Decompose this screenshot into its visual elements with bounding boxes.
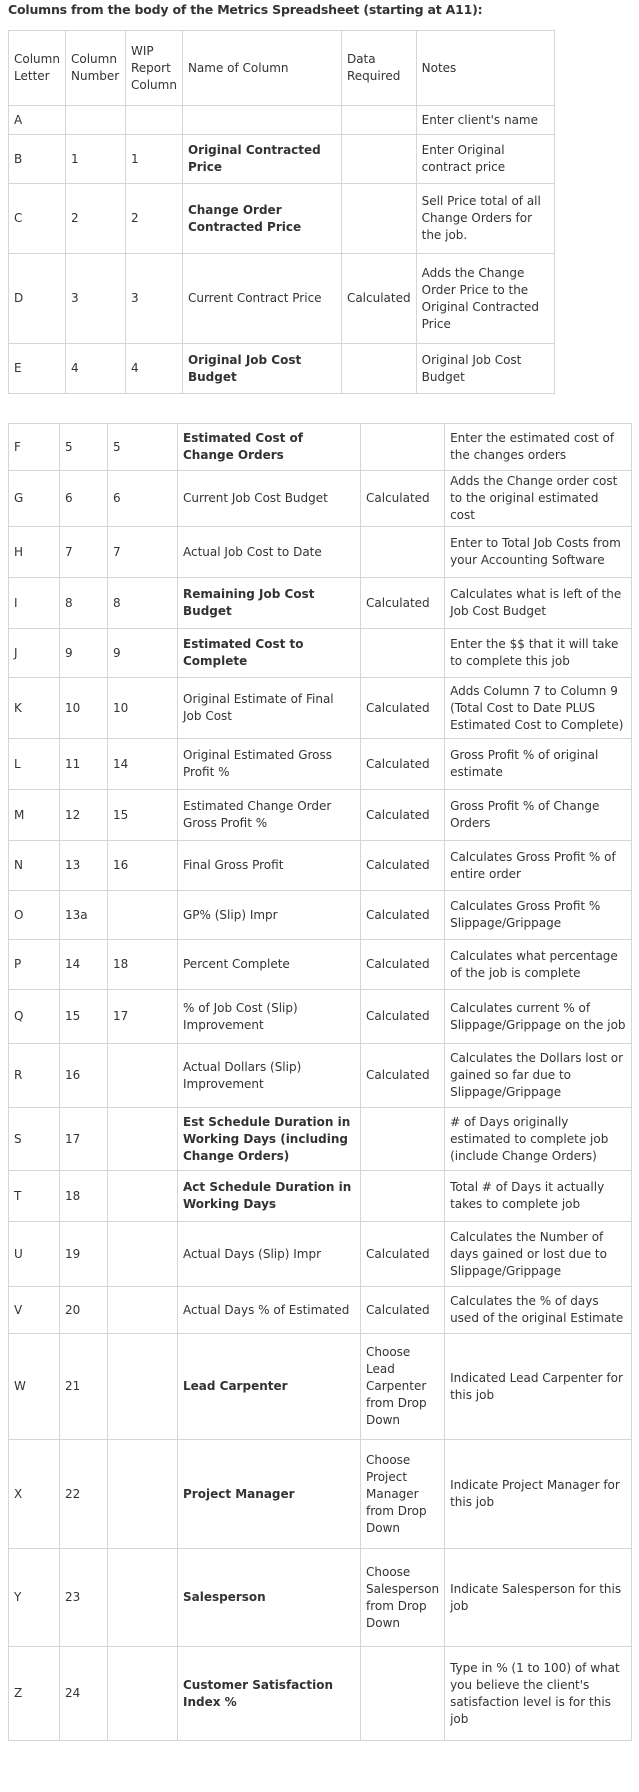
cell-column-name: Change Order Contracted Price	[182, 184, 341, 254]
cell-wip-column: 8	[108, 578, 178, 629]
cell-column-number: 15	[60, 990, 108, 1044]
table-row-i	[9, 578, 632, 629]
cell-column-number: 19	[60, 1222, 108, 1287]
cell-column-number: 16	[60, 1044, 108, 1108]
cell-notes: Calculates Gross Profit % of entire order	[445, 841, 632, 891]
table-row-c	[9, 184, 555, 254]
cell-data-required: Calculated	[361, 1287, 445, 1334]
cell-data-required: Calculated	[361, 1044, 445, 1108]
cell-data-required: Calculated	[361, 678, 445, 739]
cell-column-number: 11	[60, 739, 108, 790]
cell-data-required	[361, 424, 445, 471]
cell-wip-column	[108, 1287, 178, 1334]
cell-column-letter: K	[9, 678, 60, 739]
table-row-f	[9, 424, 632, 471]
table-row-q	[9, 990, 632, 1044]
table-row-v	[9, 1287, 632, 1334]
header-name-of-column: Name of Column	[182, 31, 341, 106]
cell-column-number: 14	[60, 940, 108, 990]
cell-notes: Calculates what percentage of the job is complete	[445, 940, 632, 990]
header-column-number: Column Number	[66, 31, 126, 106]
cell-column-number: 24	[60, 1647, 108, 1741]
cell-data-required	[361, 527, 445, 578]
header-wip-report-column: WIP Report Column	[126, 31, 183, 106]
cell-column-letter: L	[9, 739, 60, 790]
cell-data-required: Calculated	[361, 940, 445, 990]
cell-data-required	[361, 629, 445, 678]
cell-notes: Indicate Project Manager for this job	[445, 1440, 632, 1549]
cell-column-number: 23	[60, 1549, 108, 1647]
cell-wip-column	[108, 1549, 178, 1647]
table-row-t	[9, 1171, 632, 1222]
cell-data-required: Calculated	[361, 471, 445, 527]
cell-column-number	[66, 106, 126, 135]
cell-wip-column: 16	[108, 841, 178, 891]
cell-column-number: 22	[60, 1440, 108, 1549]
cell-notes: Calculates what is left of the Job Cost Budget	[445, 578, 632, 629]
cell-column-name: % of Job Cost (Slip) Improvement	[178, 990, 361, 1044]
cell-column-letter: A	[9, 106, 66, 135]
cell-wip-column: 6	[108, 471, 178, 527]
table-row-b	[9, 135, 555, 184]
cell-wip-column: 14	[108, 739, 178, 790]
cell-column-number: 12	[60, 790, 108, 841]
cell-notes: Adds the Change Order Price to the Original Contracted Price	[416, 254, 554, 344]
cell-wip-column	[108, 1440, 178, 1549]
table-header-row	[9, 31, 555, 106]
cell-column-number: 2	[66, 184, 126, 254]
cell-column-letter: F	[9, 424, 60, 471]
cell-notes: Enter the estimated cost of the changes orders	[445, 424, 632, 471]
cell-column-letter: H	[9, 527, 60, 578]
cell-column-letter: Q	[9, 990, 60, 1044]
header-data-required: Data Required	[341, 31, 416, 106]
table-row-l	[9, 739, 632, 790]
cell-column-letter: U	[9, 1222, 60, 1287]
cell-wip-column: 2	[126, 184, 183, 254]
table-row-x	[9, 1440, 632, 1549]
cell-column-name: Original Contracted Price	[182, 135, 341, 184]
cell-column-letter: O	[9, 891, 60, 940]
cell-notes: Gross Profit % of Change Orders	[445, 790, 632, 841]
table-row-s	[9, 1108, 632, 1171]
cell-column-name: Actual Dollars (Slip) Improvement	[178, 1044, 361, 1108]
cell-column-name: Original Estimated Gross Profit %	[178, 739, 361, 790]
cell-column-number: 5	[60, 424, 108, 471]
cell-column-number: 6	[60, 471, 108, 527]
table-row-h	[9, 527, 632, 578]
columns-table-f-to-z	[8, 423, 632, 1741]
cell-data-required	[341, 184, 416, 254]
cell-wip-column	[108, 1222, 178, 1287]
cell-column-name: Salesperson	[178, 1549, 361, 1647]
cell-data-required	[341, 106, 416, 135]
cell-column-name: Estimated Cost to Complete	[178, 629, 361, 678]
cell-column-number: 17	[60, 1108, 108, 1171]
cell-wip-column: 7	[108, 527, 178, 578]
cell-notes: Adds the Change order cost to the original estimated cost	[445, 471, 632, 527]
table-row-p	[9, 940, 632, 990]
cell-column-number: 20	[60, 1287, 108, 1334]
cell-column-letter: D	[9, 254, 66, 344]
cell-wip-column: 5	[108, 424, 178, 471]
cell-data-required	[341, 344, 416, 394]
table-row-e	[9, 344, 555, 394]
cell-data-required: Calculated	[361, 739, 445, 790]
cell-notes: Indicate Salesperson for this job	[445, 1549, 632, 1647]
cell-data-required	[341, 135, 416, 184]
cell-notes: Calculates the % of days used of the original Estimate	[445, 1287, 632, 1334]
cell-column-name: Original Job Cost Budget	[182, 344, 341, 394]
cell-column-letter: C	[9, 184, 66, 254]
cell-notes: Indicated Lead Carpenter for this job	[445, 1334, 632, 1440]
cell-column-name: Lead Carpenter	[178, 1334, 361, 1440]
cell-column-name: Actual Job Cost to Date	[178, 527, 361, 578]
table-row-n	[9, 841, 632, 891]
cell-column-letter: R	[9, 1044, 60, 1108]
cell-data-required	[361, 1108, 445, 1171]
cell-column-name: Percent Complete	[178, 940, 361, 990]
cell-column-number: 7	[60, 527, 108, 578]
table-row-o	[9, 891, 632, 940]
cell-data-required	[361, 1647, 445, 1741]
cell-data-required: Calculated	[361, 578, 445, 629]
cell-wip-column	[108, 1334, 178, 1440]
cell-notes: Original Job Cost Budget	[416, 344, 554, 394]
cell-column-letter: J	[9, 629, 60, 678]
cell-column-number: 3	[66, 254, 126, 344]
cell-column-letter: P	[9, 940, 60, 990]
cell-column-number: 1	[66, 135, 126, 184]
cell-data-required: Calculated	[361, 790, 445, 841]
cell-notes: Calculates the Number of days gained or lost due to Slippage/Grippage	[445, 1222, 632, 1287]
cell-wip-column	[108, 1108, 178, 1171]
cell-column-letter: X	[9, 1440, 60, 1549]
cell-column-letter: S	[9, 1108, 60, 1171]
cell-wip-column: 15	[108, 790, 178, 841]
cell-data-required	[361, 1171, 445, 1222]
cell-wip-column	[108, 891, 178, 940]
cell-wip-column: 10	[108, 678, 178, 739]
cell-column-name: GP% (Slip) Impr	[178, 891, 361, 940]
cell-data-required: Calculated	[361, 891, 445, 940]
cell-wip-column	[108, 1647, 178, 1741]
cell-notes: Adds Column 7 to Column 9 (Total Cost to Date PLUS Estimated Cost to Complete)	[445, 678, 632, 739]
table-row-a	[9, 106, 555, 135]
cell-column-name: Est Schedule Duration in Working Days (including Change Orders)	[178, 1108, 361, 1171]
cell-notes: # of Days originally estimated to complete job (include Change Orders)	[445, 1108, 632, 1171]
cell-column-letter: T	[9, 1171, 60, 1222]
page-heading: Columns from the body of the Metrics Spreadsheet (starting at A11):	[8, 2, 483, 17]
cell-column-number: 13a	[60, 891, 108, 940]
cell-notes: Gross Profit % of original estimate	[445, 739, 632, 790]
cell-column-number: 21	[60, 1334, 108, 1440]
cell-notes: Calculates current % of Slippage/Grippage on the job	[445, 990, 632, 1044]
table-row-z	[9, 1647, 632, 1741]
cell-column-number: 13	[60, 841, 108, 891]
cell-wip-column	[108, 1044, 178, 1108]
cell-data-required: Choose Project Manager from Drop Down	[361, 1440, 445, 1549]
cell-wip-column: 18	[108, 940, 178, 990]
cell-column-name: Project Manager	[178, 1440, 361, 1549]
cell-column-letter: N	[9, 841, 60, 891]
cell-notes: Total # of Days it actually takes to complete job	[445, 1171, 632, 1222]
cell-data-required: Calculated	[361, 841, 445, 891]
table-row-w	[9, 1334, 632, 1440]
cell-wip-column: 4	[126, 344, 183, 394]
cell-data-required: Choose Lead Carpenter from Drop Down	[361, 1334, 445, 1440]
cell-notes: Calculates Gross Profit % Slippage/Grippage	[445, 891, 632, 940]
cell-data-required: Calculated	[341, 254, 416, 344]
cell-column-name: Original Estimate of Final Job Cost	[178, 678, 361, 739]
header-notes: Notes	[416, 31, 554, 106]
cell-data-required: Calculated	[361, 990, 445, 1044]
cell-column-letter: Y	[9, 1549, 60, 1647]
cell-column-name: Customer Satisfaction Index %	[178, 1647, 361, 1741]
cell-column-letter: E	[9, 344, 66, 394]
cell-column-number: 18	[60, 1171, 108, 1222]
cell-column-letter: I	[9, 578, 60, 629]
table-row-r	[9, 1044, 632, 1108]
cell-column-name: Act Schedule Duration in Working Days	[178, 1171, 361, 1222]
cell-wip-column: 1	[126, 135, 183, 184]
table-row-m	[9, 790, 632, 841]
cell-column-name: Actual Days % of Estimated	[178, 1287, 361, 1334]
cell-notes: Enter client's name	[416, 106, 554, 135]
cell-notes: Enter Original contract price	[416, 135, 554, 184]
cell-column-number: 4	[66, 344, 126, 394]
cell-column-letter: W	[9, 1334, 60, 1440]
cell-column-number: 10	[60, 678, 108, 739]
table-row-y	[9, 1549, 632, 1647]
cell-column-name: Estimated Change Order Gross Profit %	[178, 790, 361, 841]
columns-table-a-to-e	[8, 30, 555, 394]
cell-notes: Sell Price total of all Change Orders for the job.	[416, 184, 554, 254]
cell-notes: Enter the $$ that it will take to complete this job	[445, 629, 632, 678]
cell-column-letter: B	[9, 135, 66, 184]
cell-notes: Enter to Total Job Costs from your Accounting Software	[445, 527, 632, 578]
cell-column-number: 8	[60, 578, 108, 629]
table-row-g	[9, 471, 632, 527]
cell-column-name: Final Gross Profit	[178, 841, 361, 891]
table-row-u	[9, 1222, 632, 1287]
cell-data-required: Choose Salesperson from Drop Down	[361, 1549, 445, 1647]
cell-wip-column	[108, 1171, 178, 1222]
cell-column-number: 9	[60, 629, 108, 678]
cell-column-letter: V	[9, 1287, 60, 1334]
cell-wip-column	[126, 106, 183, 135]
header-column-letter: Column Letter	[9, 31, 66, 106]
cell-notes: Calculates the Dollars lost or gained so far due to Slippage/Grippage	[445, 1044, 632, 1108]
table-row-d	[9, 254, 555, 344]
cell-wip-column: 9	[108, 629, 178, 678]
cell-data-required: Calculated	[361, 1222, 445, 1287]
table-row-k	[9, 678, 632, 739]
cell-wip-column: 17	[108, 990, 178, 1044]
cell-wip-column: 3	[126, 254, 183, 344]
cell-column-name	[182, 106, 341, 135]
cell-notes: Type in % (1 to 100) of what you believe the client's satisfaction level is for this job	[445, 1647, 632, 1741]
table-row-j	[9, 629, 632, 678]
cell-column-letter: Z	[9, 1647, 60, 1741]
cell-column-letter: G	[9, 471, 60, 527]
cell-column-name: Estimated Cost of Change Orders	[178, 424, 361, 471]
cell-column-name: Current Job Cost Budget	[178, 471, 361, 527]
cell-column-name: Current Contract Price	[182, 254, 341, 344]
cell-column-name: Actual Days (Slip) Impr	[178, 1222, 361, 1287]
cell-column-letter: M	[9, 790, 60, 841]
cell-column-name: Remaining Job Cost Budget	[178, 578, 361, 629]
